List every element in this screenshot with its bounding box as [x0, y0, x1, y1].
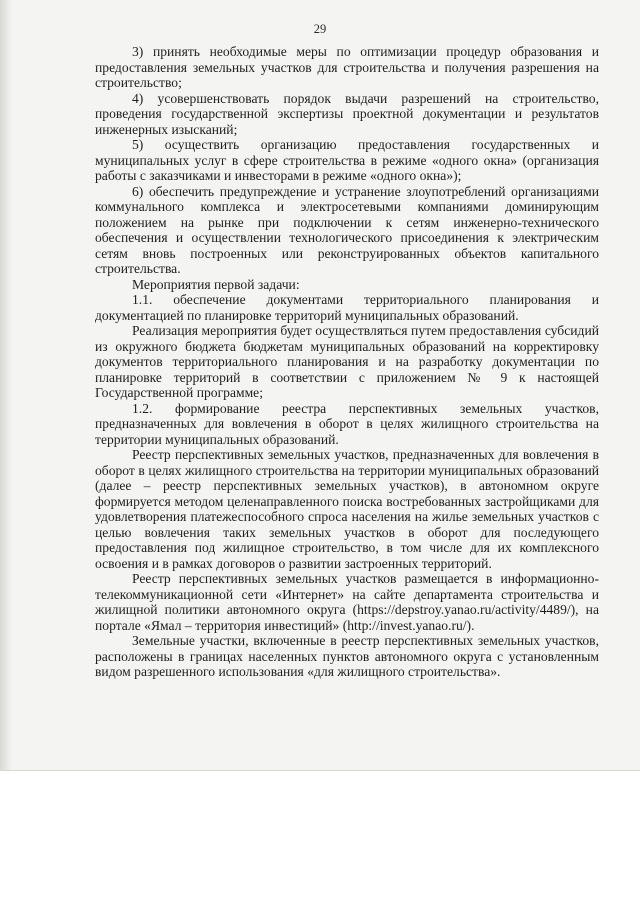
page-number: 29	[313, 22, 327, 36]
paragraph-measure-1-2: 1.2. формирование реестра перспективных земельных участков, предназначенных для вовлечения в оборот в целях жилищного строительства на территории муниципальных образований.	[95, 400, 599, 447]
paragraph-item-6: 6) обеспечить предупреждение и устранение злоупотреблений организациями коммунального комплекса и электросетевыми компаниями доминирующим положением на рынке при подключении к сетям инженерно-технического обеспечения и осуществлении технологического присоединения к электрическим сетям вновь построенных или реконструированных объектов капитального строительства.	[95, 183, 599, 276]
document-body	[95, 44, 599, 680]
paragraph-land-plots: Земельные участки, включенные в реестр перспективных земельных участков, расположены в границах населенных пунктов автономного округа с установленным видом разрешенного использования «для жилищного строительства».	[95, 633, 599, 679]
paragraph-registry-description: Реестр перспективных земельных участков, предназначенных для вовлечения в оборот в целях жилищного строительства на территории муниципальных образований (далее – реестр перспективных земельных участков), в автономном округе формируется методом целенаправленного поиска востребованных застройщиками для удовлетворения платежеспособного спроса населения на жилье земельных участков с целью вовлечения таких земельных участков в оборот для последующего предоставления под жилищное строительство, в том числе для их комплексного освоения и в рамках договоров о развитии застроенных территорий.	[95, 447, 599, 571]
paragraph-item-5: 5) осуществить организацию предоставления государственных и муниципальных услуг в сфере строительства в режиме «одного окна» (организация работы с заказчиками и инвесторами в режиме «одного окна»);	[95, 137, 599, 183]
blank-area	[0, 771, 640, 905]
paragraph-registry-publication: Реестр перспективных земельных участков размещается в информационно-телекоммуникационной сети «Интернет» на сайте департамента строительства и жилищной политики автономного округа (https://depstroy.yanao.ru/activity/4489/), на портале «Ямал – территория инвестиций» (http://invest.yanao.ru/).	[95, 571, 599, 633]
paragraph-measure-1-1: 1.1. обеспечение документами территориального планирования и документацией по планировке территорий муниципальных образований.	[95, 292, 599, 323]
paragraph-item-4: 4) усовершенствовать порядок выдачи разрешений на строительство, проведения государственной экспертизы проектной документации и результатов инженерных изысканий;	[95, 90, 599, 137]
paragraph-measure-1-1-implementation: Реализация мероприятия будет осуществляться путем предоставления субсидий из окружного бюджета бюджетам муниципальных образований на корректировку документов территориального планирования и на разработку документации по планировке территорий в соответствии с приложением № 9 к настоящей Государственной программе;	[95, 323, 599, 400]
scan-edge-shadow	[0, 0, 12, 770]
paragraph-item-3: 3) принять необходимые меры по оптимизации процедур образования и предоставления земельных участков для строительства и получения разрешения на строительство;	[95, 44, 599, 90]
paragraph-first-task-heading: Мероприятия первой задачи:	[132, 276, 300, 292]
